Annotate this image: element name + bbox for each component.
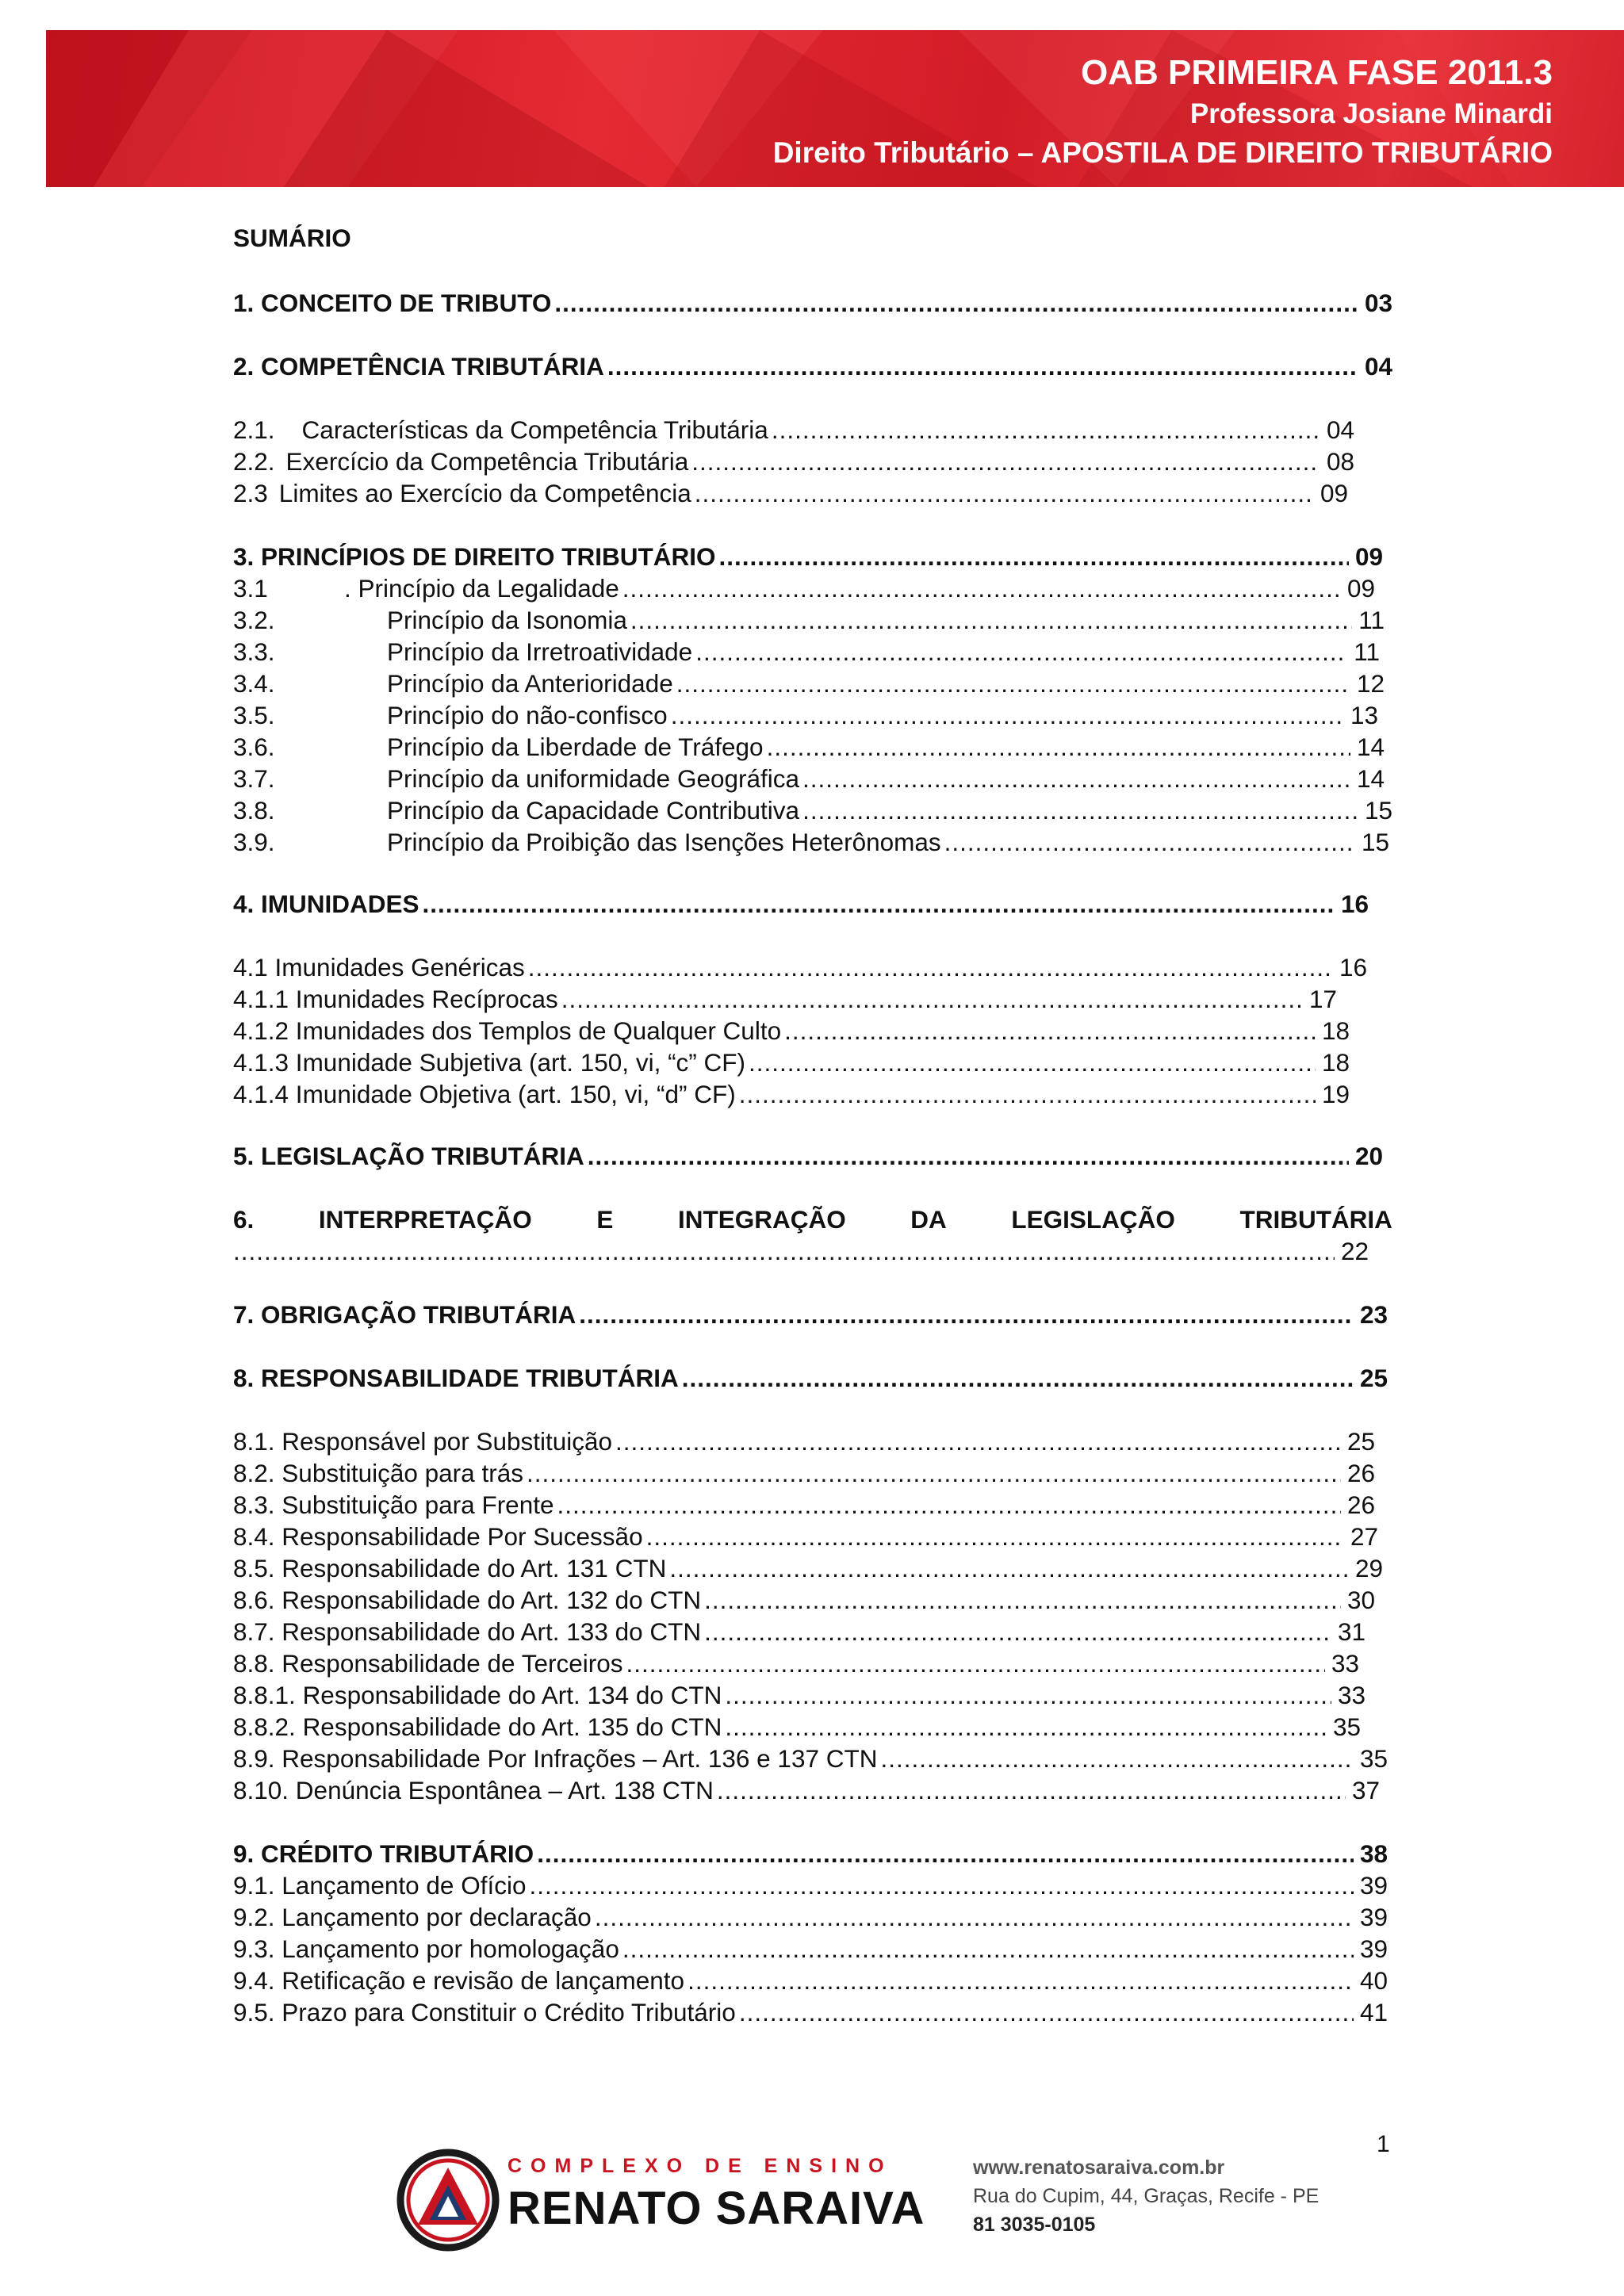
toc-label: 7. OBRIGAÇÃO TRIBUTÁRIA [233,1299,579,1330]
toc-entry-4-1[interactable] [233,951,1367,983]
toc-page: 26 [1341,1489,1375,1521]
brand-wordmark [508,2155,925,2237]
toc-page: 39 [1354,1933,1388,1965]
toc-entry-8-10[interactable] [233,1774,1380,1806]
toc-label: 9.5. Prazo para Constituir o Crédito Tributário [233,1996,739,2028]
toc-page: 25 [1354,1362,1388,1394]
toc-entry-8-8-2[interactable] [233,1711,1361,1743]
toc-entry-3[interactable] [233,541,1383,572]
toc-label: 1. CONCEITO DE TRIBUTO [233,287,554,319]
toc-entry-4-1-4[interactable] [233,1078,1350,1110]
toc-page: 35 [1327,1711,1361,1743]
toc-label: 8.2. Substituição para trás [233,1457,527,1489]
toc-entry-8[interactable] [233,1362,1388,1394]
toc-label: 8.1. Responsável por Substituição [233,1425,615,1457]
toc-entry-2-2[interactable] [233,446,1354,477]
toc-page: 38 [1354,1838,1388,1869]
toc-entry-6-leader[interactable] [233,1235,1369,1267]
website-link[interactable]: www.renatosaraiva.com.br [973,2156,1225,2179]
toc-page: 35 [1354,1743,1388,1774]
toc-page: 39 [1354,1869,1388,1901]
toc-entry-8-7[interactable] [233,1616,1365,1647]
toc-label: 3.7. Princípio da uniformidade Geográfica [233,763,802,794]
toc-entry-8-1[interactable] [233,1425,1375,1457]
toc-label: 3.4. Princípio da Anterioridade [233,668,676,699]
toc-label: 9.3. Lançamento por homologação [233,1933,622,1965]
toc-entry-3-6[interactable] [233,731,1385,763]
toc-label: 8.8.1. Responsabilidade do Art. 134 do CTN [233,1679,725,1711]
toc-page: 15 [1358,794,1392,826]
toc-label: 4.1 Imunidades Genéricas [233,951,528,983]
toc-entry-3-2[interactable] [233,604,1385,636]
phone-number: 81 3035-0105 [973,2214,1096,2236]
toc-page: 13 [1344,699,1378,731]
toc-entry-9[interactable] [233,1838,1388,1869]
toc-label: 8.9. Responsabilidade Por Infrações – Art. 136 e 137 CTN [233,1743,880,1774]
toc-entry-4[interactable] [233,888,1369,920]
toc-label: 3.9. Princípio da Proibição das Isenções Heterônomas [233,826,944,858]
toc-entry-3-7[interactable] [233,763,1385,794]
toc-page: 15 [1355,826,1389,858]
toc-label: 3. PRINCÍPIOS DE DIREITO TRIBUTÁRIO [233,541,718,572]
toc-entry-3-1[interactable] [233,572,1375,604]
brand-logo-icon [396,2149,500,2252]
toc-entry-2-1[interactable] [233,414,1354,446]
toc-page: 22 [1335,1235,1369,1267]
toc-label: 8.4. Responsabilidade Por Sucessão [233,1521,646,1552]
toc-page: 09 [1314,477,1348,509]
toc-entry-2[interactable] [233,350,1392,382]
toc-label: 8.10. Denúncia Espontânea – Art. 138 CTN [233,1774,717,1806]
page-number: 1 [1377,2131,1390,2157]
toc-page: 03 [1358,287,1392,319]
toc-page: 27 [1344,1521,1378,1552]
course-title: OAB PRIMEIRA FASE 2011.3 [1080,53,1553,92]
toc-label: 4.1.3 Imunidade Subjetiva (art. 150, vi, “c” CF) [233,1047,749,1078]
toc-entry-7[interactable] [233,1299,1388,1330]
toc-label: 3.8. Princípio da Capacidade Contributiva [233,794,802,826]
toc-label: 2. COMPETÊNCIA TRIBUTÁRIA [233,350,607,382]
toc-entry-8-8-1[interactable] [233,1679,1365,1711]
toc-page: 20 [1349,1140,1383,1172]
toc-page: 39 [1354,1901,1388,1933]
toc-page: 14 [1350,763,1385,794]
toc-page: 25 [1341,1425,1375,1457]
toc-label: 2.3 Limites ao Exercício da Competência [233,477,695,509]
toc-label: 4.1.4 Imunidade Objetiva (art. 150, vi, “d” CF) [233,1078,739,1110]
toc-entry-8-6[interactable] [233,1584,1375,1616]
toc-page: 09 [1341,572,1375,604]
toc-label: 8.3. Substituição para Frente [233,1489,557,1521]
toc-page: 14 [1350,731,1385,763]
toc-label: 5. LEGISLAÇÃO TRIBUTÁRIA [233,1140,588,1172]
header-banner [46,30,1624,187]
toc-label: 8.7. Responsabilidade do Art. 133 do CTN [233,1616,704,1647]
toc-label: 4. IMUNIDADES [233,888,423,920]
brand-subtitle: COMPLEXO DE ENSINO [508,2155,893,2177]
toc-page: 12 [1350,668,1385,699]
toc-label: 8.5. Responsabilidade do Art. 131 CTN [233,1552,669,1584]
toc-entry-6-heading[interactable]: 6. INTERPRETAÇÃO E INTEGRAÇÃO DA LEGISLAÇÃO TRIBUTÁRIA [233,1205,1392,1234]
toc-label: 3.3. Princípio da Irretroatividade [233,636,695,668]
toc-page: 29 [1349,1552,1383,1584]
toc-entry-8-4[interactable] [233,1521,1378,1552]
toc-label: 3.2. Princípio da Isonomia [233,604,630,636]
toc-entry-9-2[interactable] [233,1901,1388,1933]
toc-entry-4-1-2[interactable] [233,1015,1350,1047]
toc-page: 19 [1316,1078,1350,1110]
toc-title: SUMÁRIO [233,224,351,252]
toc-page: 26 [1341,1457,1375,1489]
toc-label: 4.1.1 Imunidades Recíprocas [233,983,561,1015]
toc-entry-4-1-3[interactable] [233,1047,1350,1078]
toc-entry-8-5[interactable] [233,1552,1383,1584]
toc-entry-8-3[interactable] [233,1489,1375,1521]
toc-page: 16 [1333,951,1367,983]
toc-label: 4.1.2 Imunidades dos Templos de Qualquer Culto [233,1015,784,1047]
toc-entry-9-1[interactable] [233,1869,1388,1901]
toc-label: 9.2. Lançamento por declaração [233,1901,595,1933]
toc-entry-3-8[interactable] [233,794,1392,826]
toc-entry-9-4[interactable] [233,1965,1388,1996]
toc-entry-8-8[interactable] [233,1647,1359,1679]
toc-label: 8.8.2. Responsabilidade do Art. 135 do CTN [233,1711,725,1743]
subject-title: Direito Tributário – APOSTILA DE DIREITO TRIBUTÁRIO [772,136,1553,169]
toc-entry-8-9[interactable] [233,1743,1388,1774]
toc-page: 18 [1316,1015,1350,1047]
toc-page: 08 [1320,446,1354,477]
footer-contact [973,2153,1319,2239]
toc-page: 04 [1358,350,1392,382]
toc-label: 2.2. Exercício da Competência Tributária [233,446,691,477]
address: Rua do Cupim, 44, Graças, Recife - PE [973,2185,1320,2207]
toc-page: 30 [1341,1584,1375,1616]
toc-page: 11 [1352,604,1385,636]
toc-page: 37 [1346,1774,1380,1806]
toc-entry-5[interactable] [233,1140,1383,1172]
toc-page: 09 [1349,541,1383,572]
toc-label: 3.6. Princípio da Liberdade de Tráfego [233,731,767,763]
toc-entry-8-2[interactable] [233,1457,1375,1489]
toc-label: 9. CRÉDITO TRIBUTÁRIO [233,1838,537,1869]
toc-entry-4-1-1[interactable] [233,983,1337,1015]
toc-entry-9-5[interactable] [233,1996,1388,2028]
professor-name: Professora Josiane Minardi [1189,98,1553,129]
toc-entry-2-3[interactable] [233,477,1348,509]
toc-label: 9.1. Lançamento de Ofício [233,1869,529,1901]
toc-page: 33 [1331,1679,1365,1711]
brand-name: RENATO SARAIVA [508,2183,925,2234]
toc-page: 16 [1335,888,1369,920]
toc-entry-3-9[interactable] [233,826,1389,858]
toc-page: 11 [1347,636,1380,668]
toc-entry-3-5[interactable] [233,699,1378,731]
toc-label: 8. RESPONSABILIDADE TRIBUTÁRIA [233,1362,682,1394]
toc-page: 18 [1316,1047,1350,1078]
toc-page: 41 [1354,1996,1388,2028]
toc-label: 8.8. Responsabilidade de Terceiros [233,1647,626,1679]
toc-page: 17 [1303,983,1337,1015]
toc-label: 3.5. Princípio do não-confisco [233,699,671,731]
toc-entry-9-3[interactable] [233,1933,1388,1965]
toc-label: 3.1 . Princípio da Legalidade [233,572,622,604]
toc-entry-3-4[interactable] [233,668,1385,699]
toc-page: 33 [1325,1647,1359,1679]
toc-entry-3-3[interactable] [233,636,1380,668]
toc-entry-1[interactable] [233,287,1392,319]
toc-label: 9.4. Retificação e revisão de lançamento [233,1965,688,1996]
toc-label: 8.6. Responsabilidade do Art. 132 do CTN [233,1584,704,1616]
toc-page: 40 [1354,1965,1388,1996]
toc-page: 31 [1331,1616,1365,1647]
toc-page: 23 [1354,1299,1388,1330]
toc-label: 2.1. Características da Competência Tributária [233,414,772,446]
toc-page: 04 [1320,414,1354,446]
